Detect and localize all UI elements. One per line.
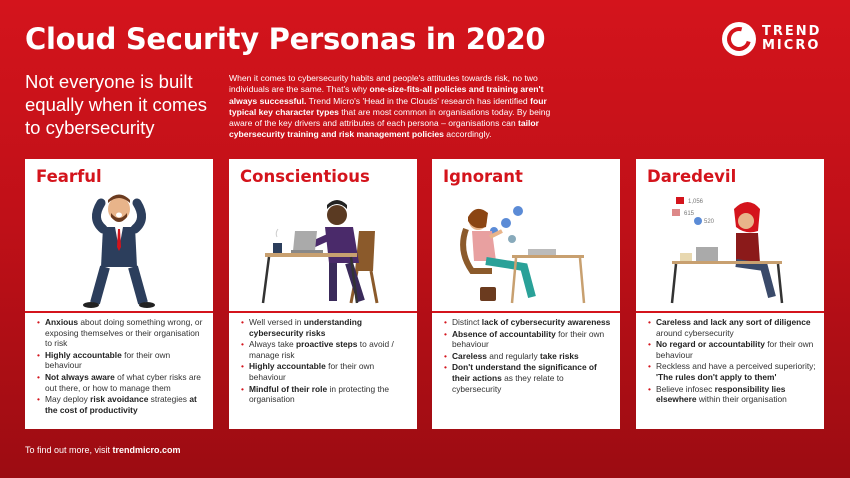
trait-item: • Don't understand the significance of their actions as they relate to cybersecurity — [444, 362, 614, 394]
trait-item: • Reckless and have a perceived superiority; 'The rules don't apply to them' — [648, 361, 818, 382]
persona-title: Ignorant — [443, 167, 523, 186]
trend-micro-logo — [722, 22, 826, 58]
trait-item: • Careless and lack any sort of diligence around cybersecurity — [648, 317, 818, 338]
trait-item: • Highly accountable for their own behaviour — [37, 350, 207, 371]
conscientious-person-illustration — [229, 191, 417, 309]
trait-item: • Anxious about doing something wrong, or exposing themselves or their organisation to risk — [37, 317, 207, 349]
trait-item: • Careless and regularly take risks — [444, 351, 614, 362]
subtitle: Not everyone is built equally when it comes to cybersecurity — [25, 71, 208, 138]
persona-card-daredevil — [636, 159, 824, 429]
persona-title: Conscientious — [240, 167, 370, 186]
fearful-person-illustration — [25, 191, 213, 309]
persona-title: Daredevil — [647, 167, 737, 186]
persona-traits-list — [241, 317, 411, 406]
trait-item: • Always take proactive steps to avoid / manage risk — [241, 339, 411, 360]
trait-item: • No regard or accountability for their own behaviour — [648, 339, 818, 360]
trait-item: • Mindful of their role in protecting the organisation — [241, 384, 411, 405]
footer-text: To find out more, visit — [25, 445, 113, 455]
logo-text-line1: TREND — [762, 24, 822, 39]
trait-item: • Absence of accountability for their own behaviour — [444, 329, 614, 350]
intro-paragraph: When it comes to cybersecurity habits and people's attitudes towards risk, no two individuals are the same. That's why one-size-fits-all policies and training aren't always successful. Trend Micro's 'Head in the Clouds' research has identified four typical key character types that are most common in organisations today. By being aware of the key drivers and attributes of each persona – organisations can tailor cybersecurity training and risk management policies accordingly. — [229, 73, 551, 140]
ignorant-person-illustration — [432, 191, 620, 309]
persona-title: Fearful — [36, 167, 102, 186]
trait-item: • Highly accountable for their own behaviour — [241, 361, 411, 382]
page-title: Cloud Security Personas in 2020 — [25, 22, 546, 56]
persona-card-fearful — [25, 159, 213, 429]
social-count-3: 520 — [704, 219, 715, 225]
trait-item: • Well versed in understanding cybersecurity risks — [241, 317, 411, 338]
trait-item: • Believe infosec responsibility lies elsewhere within their organisation — [648, 384, 818, 405]
persona-traits-list — [648, 317, 818, 406]
trait-item: • Distinct lack of cybersecurity awareness — [444, 317, 614, 328]
social-count-1: 1,056 — [688, 199, 704, 205]
social-count-2: 615 — [684, 211, 695, 217]
daredevil-person-illustration — [636, 191, 824, 309]
persona-card-ignorant — [432, 159, 620, 429]
footer — [25, 445, 181, 455]
persona-card-conscientious — [229, 159, 417, 429]
logo-mark-icon — [722, 22, 756, 56]
logo-text-line2: MICRO — [762, 38, 821, 53]
persona-traits-list — [37, 317, 207, 416]
trait-item: • May deploy risk avoidance strategies at the cost of productivity — [37, 394, 207, 415]
footer-link[interactable]: trendmicro.com — [112, 445, 181, 455]
persona-traits-list — [444, 317, 614, 395]
trait-item: • Not always aware of what cyber risks are out there, or how to manage them — [37, 372, 207, 393]
